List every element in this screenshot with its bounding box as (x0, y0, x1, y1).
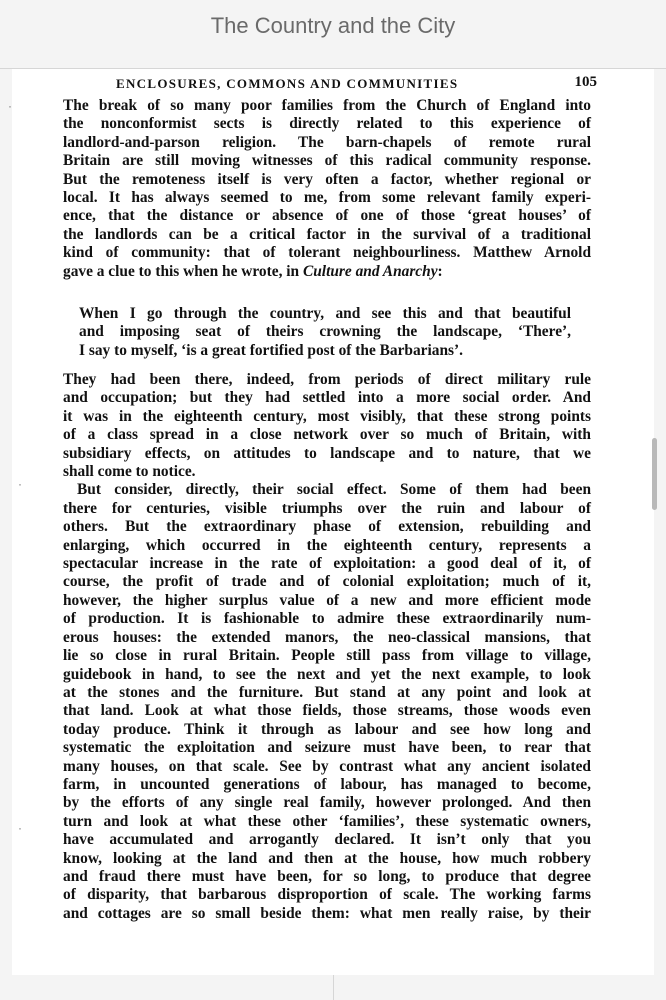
text-line: Britain are still moving witnesses of this radical community response. (63, 152, 591, 170)
text-line: guidebook in hand, to see the next and yet the next example, to look (63, 665, 591, 683)
text-line: course, the profit of trade and of colonial exploitation; much of it, (63, 573, 591, 591)
running-head: ENCLOSURES, COMMONS AND COMMUNITIES (116, 76, 459, 91)
text-line: the landlords can be a critical factor in the survival of a traditional (63, 225, 591, 243)
text-line: know, looking at the land and then at the house, how much robbery (63, 849, 591, 867)
block-quote (79, 305, 571, 360)
quote-line: and imposing seat of theirs crowning the landscape, ‘There’, (79, 323, 571, 341)
text-line: enlarging, which occurred in the eighteenth century, represents a (63, 536, 591, 554)
text-line: They had been there, indeed, from periods of direct military rule (63, 371, 591, 388)
text-line: But consider, directly, their social effect. Some of them had been (77, 481, 591, 499)
text-line: others. But the extraordinary phase of extension, rebuilding and (63, 518, 591, 536)
bottom-divider (333, 975, 334, 1000)
text-line: erous houses: the extended manors, the neo-classical mansions, that (63, 628, 591, 646)
text-line: that land. Look at what those fields, those streams, those woods even (63, 702, 591, 720)
text-line: have accumulated and arrogantly declared. It isn’t only that you (63, 831, 591, 849)
paragraph-1 (63, 97, 591, 281)
text-line: and occupation; but they had settled into a more social order. And (63, 389, 591, 407)
app-title: The Country and the City (210, 13, 456, 38)
text-line: there for centuries, visible triumphs over the ruin and labour of (63, 499, 591, 517)
title-bar (0, 0, 666, 69)
text-line: of production. It is fashionable to admire these extraordinarily num- (63, 610, 591, 628)
book-page[interactable] (8, 69, 654, 975)
book-title-italic: Culture and Anarchy (302, 262, 438, 280)
quote-line: When I go through the country, and see this and that beautiful (79, 305, 571, 322)
text-line: it was in the eighteenth century, most visibly, that these strong points (63, 407, 591, 425)
text-line: many houses, on that scale. See by contrast what any ancient isolated (63, 757, 591, 775)
text-line: The break of so many poor families from the Church of England into (63, 97, 591, 114)
text-line: turn and look at what these other ‘families’, these systematic owners, (63, 812, 591, 830)
text-line: But the remoteness itself is very often a factor, whether regional or (63, 170, 591, 188)
text-fragment: gave a clue to this when he wrote, in (63, 262, 303, 280)
vertical-scrollbar[interactable] (652, 438, 657, 510)
text-line: systematic the exploitation and seizure must have been, to rear that (63, 739, 591, 757)
text-line: and fraud there must have been, for so long, to produce that degree (63, 867, 591, 885)
text-line: by the efforts of any single real family, however prolonged. And then (63, 794, 591, 812)
margin-mark: · (18, 821, 22, 835)
text-line: of a class spread in a close network over so much of Britain, with (63, 426, 591, 444)
text-line: farm, in uncounted generations of labour, has managed to become, (63, 775, 591, 793)
text-line: and cottages are so small beside them: what men really raise, by their (63, 904, 591, 922)
text-line: local. It has always seemed to me, from some relevant family experi- (63, 189, 591, 207)
text-fragment: : (437, 262, 443, 280)
text-line: kind of community: that of tolerant neighbourliness. Matthew Arnold (63, 244, 591, 262)
text-line: today produce. Think it through as labour and see how long and (63, 720, 591, 738)
text-line: subsidiary effects, on attitudes to landscape and to nature, that we (63, 444, 591, 462)
text-line: however, the higher surplus value of a new and more efficient mode (63, 591, 591, 609)
paragraph-2-3 (63, 371, 591, 923)
margin-mark: · (18, 477, 22, 491)
text-line (63, 263, 591, 281)
text-line: spectacular increase in the rate of exploitation: a good deal of it, of (63, 555, 591, 573)
page-number: 105 (574, 74, 597, 90)
text-line: at the stones and the furniture. But stand at any point and look at (63, 683, 591, 701)
text-line: of disparity, that barbarous disproportion of scale. The working farms (63, 886, 591, 904)
text-line: the nonconformist sects is directly related to this experience of (63, 115, 591, 133)
text-line: ence, that the distance or absence of one of those ‘great houses’ of (63, 207, 591, 225)
text-line: shall come to notice. (63, 463, 196, 481)
margin-mark: · (8, 99, 12, 113)
quote-line: I say to myself, ‘is a great fortified post of the Barbarians’. (79, 341, 464, 359)
text-line: lie so close in rural Britain. People still pass from village to village, (63, 647, 591, 665)
text-line: landlord-and-parson religion. The barn-chapels of remote rural (63, 133, 591, 151)
